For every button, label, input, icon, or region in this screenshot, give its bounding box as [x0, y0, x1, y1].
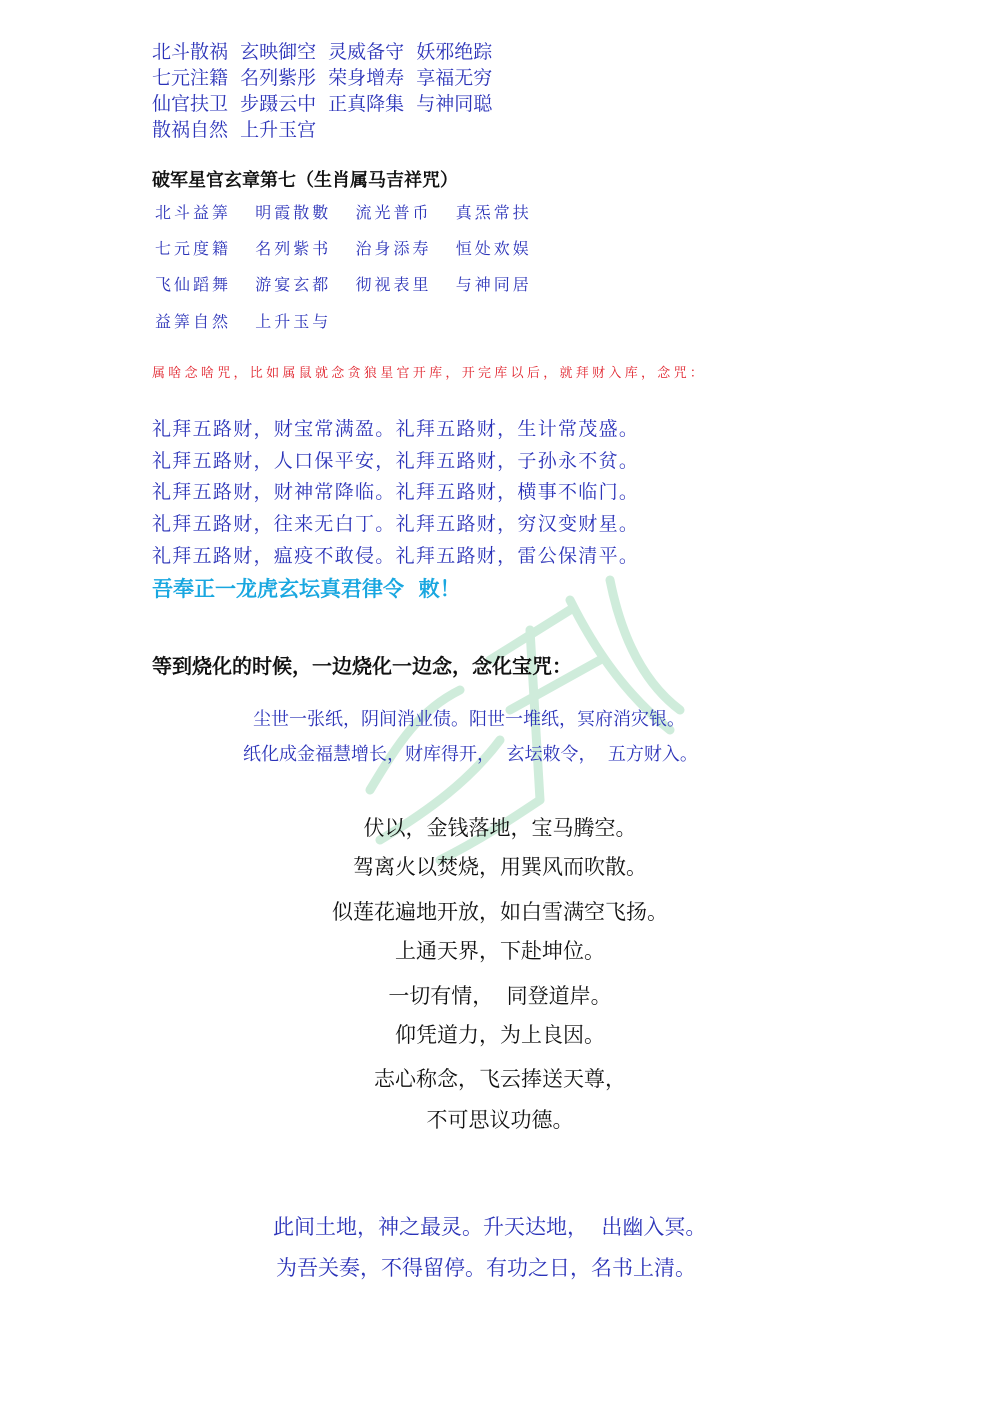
chant-line: 仰凭道力，为上良因。 [395, 1023, 605, 1047]
chant-line: 上通天界，下赴坤位。 [395, 939, 605, 963]
chant-line: 一切有情， 同登道岸。 [388, 984, 612, 1008]
chant-line: 益筭自然 上升玉与 [155, 312, 332, 331]
chant-line: 七元注籍 名列紫彤 荣身增寿 享福无穷 [152, 67, 493, 89]
chant-line: 北斗散祸 玄映御空 灵威备守 妖邪绝踪 [152, 41, 493, 63]
chant-line: 似莲花遍地开放，如白雪满空飞扬。 [332, 900, 668, 924]
chant-line: 礼拜五路财，往来无白丁。礼拜五路财，穷汉变财星。 [152, 513, 640, 535]
chant-line: 伏以，金钱落地，宝马腾空。 [363, 816, 637, 840]
chapter-title: 破军星官玄章第七（生肖属马吉祥咒） [152, 170, 458, 191]
chant-line: 礼拜五路财，财宝常满盈。礼拜五路财，生计常茂盛。 [152, 418, 640, 440]
chant-line: 仙官扶卫 步蹑云中 正真降集 与神同聪 [152, 93, 493, 115]
chant-line: 礼拜五路财，财神常降临。礼拜五路财，横事不临门。 [152, 481, 640, 503]
chant-line: 此间土地，神之最灵。升天达地， 出幽入冥。 [273, 1215, 707, 1239]
instruction-note: 属啥念啥咒，比如属鼠就念贪狼星官开库，开完库以后，就拜财入库，念咒： [152, 366, 707, 381]
chant-line: 礼拜五路财，瘟疫不敢侵。礼拜五路财，雷公保清平。 [152, 545, 640, 567]
chant-line: 为吾关奏，不得留停。有功之日，名书上清。 [276, 1256, 696, 1280]
section-heading: 等到烧化的时候，一边烧化一边念，念化宝咒： [152, 654, 572, 678]
chant-line: 散祸自然 上升玉宫 [152, 119, 317, 141]
chant-line: 北斗益筭 明霞散數 流光普币 真炁常扶 [155, 203, 532, 222]
chant-line: 不可思议功德。 [426, 1108, 574, 1132]
chant-line: 驾离火以焚烧，用巽风而吹散。 [353, 855, 647, 879]
chant-line: 礼拜五路财，人口保平安，礼拜五路财，子孙永不贫。 [152, 450, 640, 472]
decree-line: 吾奉正一龙虎玄坛真君律令 敕！ [152, 577, 461, 601]
chant-line: 飞仙蹈舞 游宴玄都 彻视表里 与神同居 [155, 275, 532, 294]
chant-line: 纸化成金福慧增长，财库得开， 玄坛敕令， 五方财入。 [243, 744, 698, 765]
chant-line: 尘世一张纸，阴间消业债。阳世一堆纸，冥府消灾银。 [253, 709, 685, 730]
chant-line: 志心称念，飞云捧送天尊， [374, 1067, 626, 1091]
chant-line: 七元度籍 名列紫书 治身添寿 恒处欢娱 [155, 239, 532, 258]
